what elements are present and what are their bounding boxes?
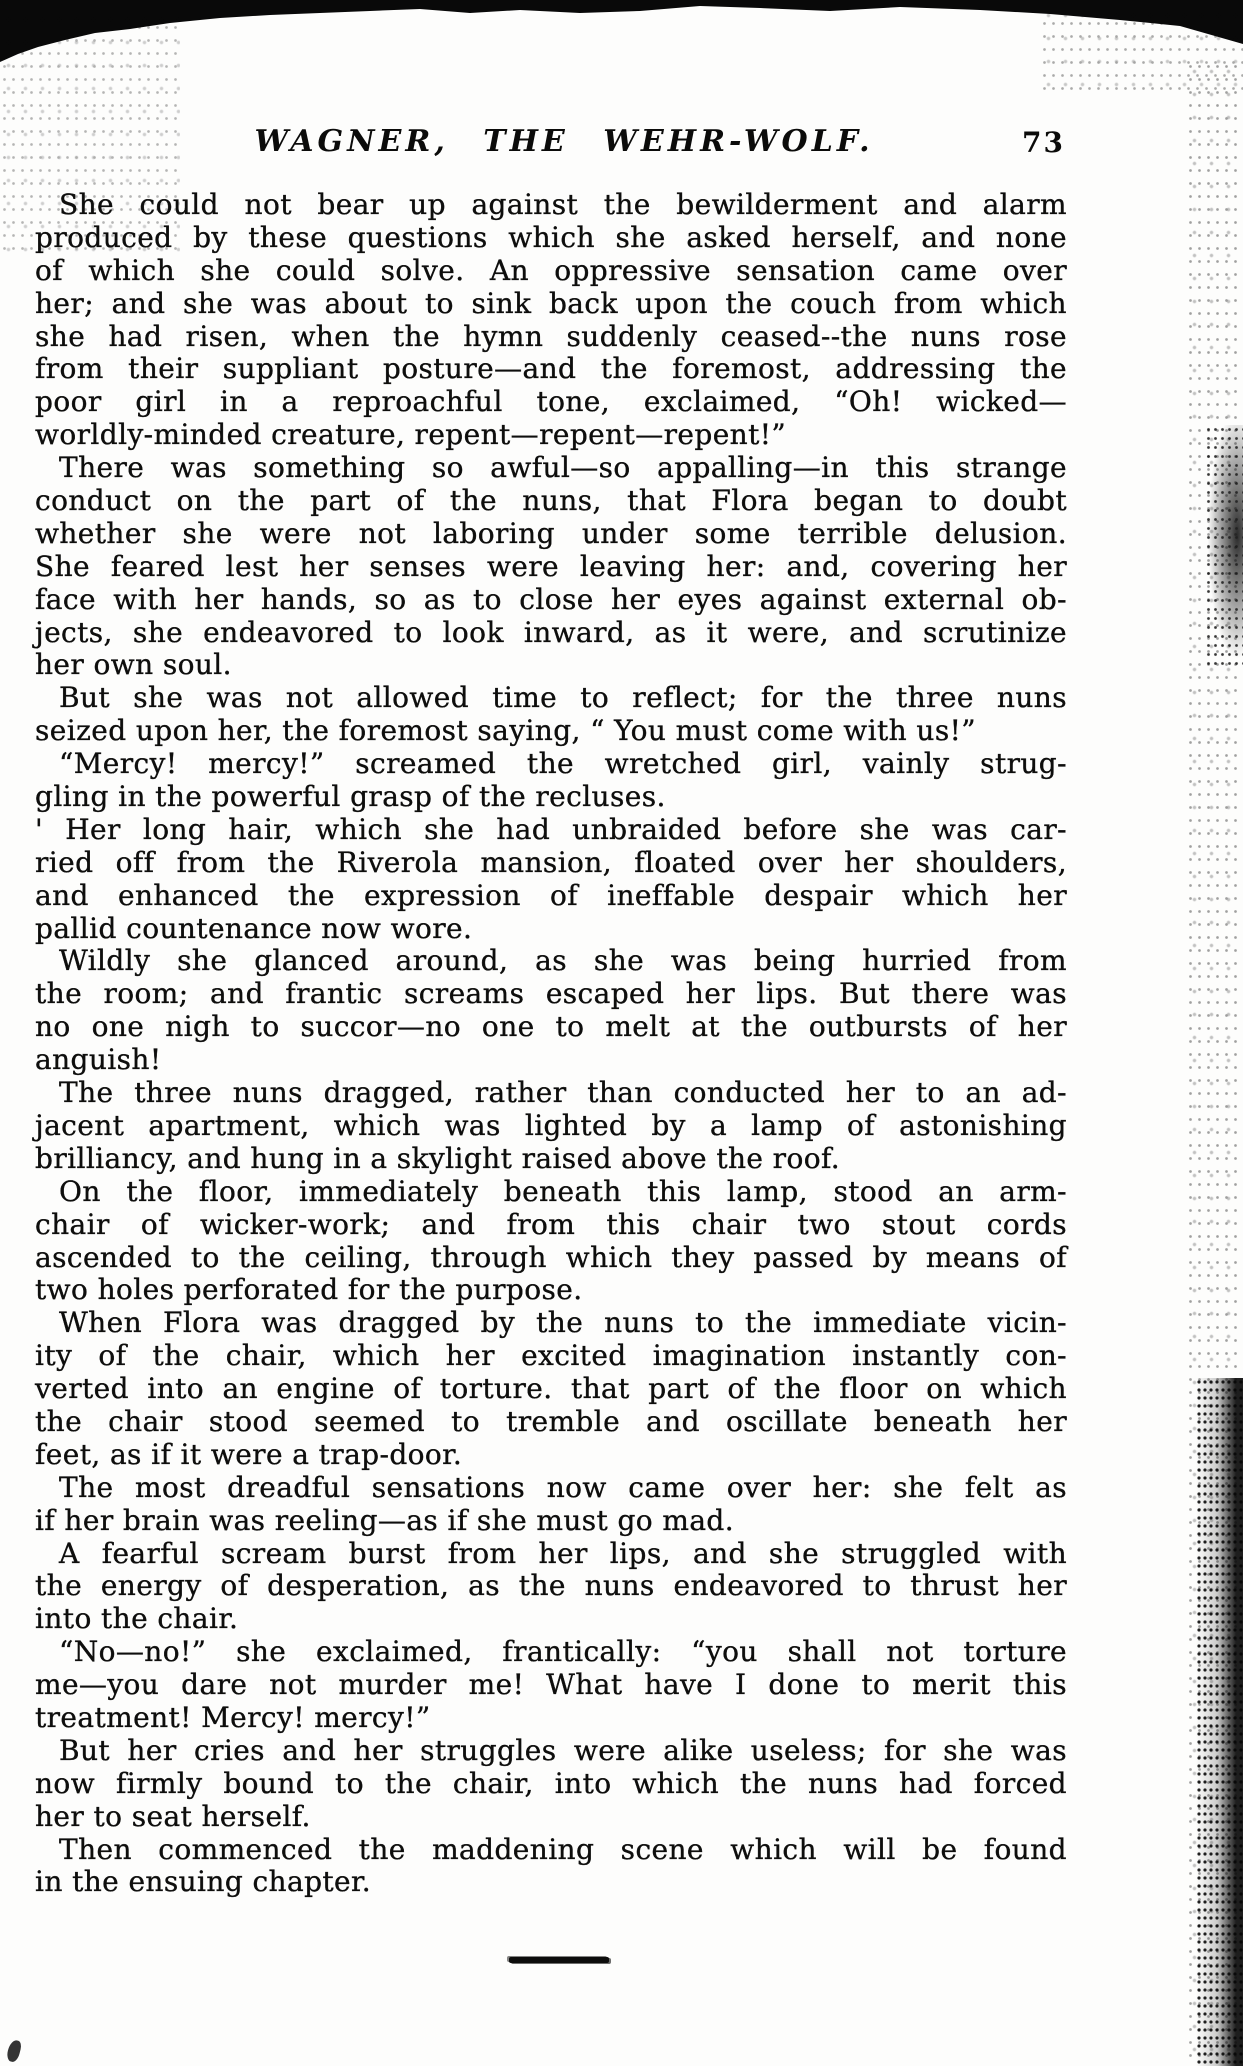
text-line: ried off from the Riverola mansion, floated over her shoulders,	[35, 845, 1067, 879]
text-line: pallid countenance now wore.	[35, 911, 473, 945]
text-line: whether she were not laboring under some terrible delusion.	[35, 516, 1067, 550]
text-line: no one nigh to succor—no one to melt at the outbursts of her	[35, 1010, 1067, 1044]
text-line: the energy of desperation, as the nuns endeavored to thrust her	[35, 1569, 1067, 1603]
section-divider-rule	[509, 1957, 609, 1963]
text-line: Wildly she glanced around, as she was being hurried from	[59, 944, 1067, 978]
text-line: ' Her long hair, which she had unbraided before she was car-	[35, 812, 1067, 846]
text-line: the chair stood seemed to tremble and oscillate beneath her	[35, 1404, 1067, 1438]
scan-artifact-bottom-left-mark	[6, 2039, 23, 2063]
text-line: if her brain was reeling—as if she must go mad.	[35, 1503, 735, 1537]
text-line: “No—no!” she exclaimed, frantically: “you shall not torture	[59, 1635, 1067, 1669]
text-line: On the floor, immediately beneath this lamp, stood an arm-	[59, 1174, 1067, 1208]
text-line: into the chair.	[35, 1602, 239, 1636]
text-line: The most dreadful sensations now came over her: she felt as	[59, 1470, 1067, 1504]
text-line: brilliancy, and hung in a skylight raised above the roof.	[35, 1141, 841, 1175]
text-line: She feared lest her senses were leaving her: and, covering her	[35, 549, 1067, 583]
text-line: her own soul.	[35, 648, 232, 682]
text-line: She could not bear up against the bewilderment and alarm	[59, 188, 1067, 221]
text-line: verted into an engine of torture. that part of the floor on which	[35, 1372, 1067, 1406]
text-line: from their suppliant posture—and the foremost, addressing the	[35, 352, 1067, 386]
text-line: But her cries and her struggles were alike useless; for she was	[59, 1733, 1067, 1767]
scan-artifact-right-dense-band	[1196, 1378, 1243, 2066]
page-text	[35, 189, 1067, 1899]
text-line: conduct on the part of the nuns, that Flora began to doubt	[35, 484, 1067, 518]
text-line: in the ensuing chapter.	[35, 1865, 372, 1899]
text-line: and enhanced the expression of ineffable despair which her	[35, 878, 1067, 912]
text-line: her; and she was about to sink back upon the couch from which	[35, 286, 1067, 320]
text-line: jects, she endeavored to look inward, as it were, and scrutinize	[35, 615, 1067, 649]
text-line: But she was not allowed time to reflect; for the three nuns	[59, 681, 1067, 715]
text-line: her to seat herself.	[35, 1799, 311, 1833]
text-line: treatment! Mercy! mercy!”	[35, 1700, 431, 1734]
text-line: two holes perforated for the purpose.	[35, 1273, 583, 1307]
text-line: she had risen, when the hymn suddenly ceased--the nuns rose	[35, 319, 1067, 353]
text-line: ascended to the ceiling, through which they passed by means of	[35, 1240, 1067, 1274]
text-line: worldly-minded creature, repent—repent—repent!”	[35, 418, 787, 452]
text-line: feet, as if it were a trap-door.	[35, 1437, 463, 1471]
text-line: ity of the chair, which her excited imagination instantly con-	[35, 1339, 1067, 1373]
text-line: A fearful scream burst from her lips, and she struggled with	[59, 1536, 1067, 1570]
text-line: face with her hands, so as to close her eyes against external ob-	[35, 582, 1067, 616]
text-line: When Flora was dragged by the nuns to the immediate vicin-	[59, 1306, 1067, 1340]
scan-artifact-right-blob	[1205, 425, 1243, 670]
text-line: The three nuns dragged, rather than conducted her to an ad-	[59, 1076, 1067, 1110]
text-line: “Mercy! mercy!” screamed the wretched girl, vainly strug-	[59, 747, 1067, 781]
text-line: me—you dare not murder me! What have I done to merit this	[35, 1668, 1067, 1702]
text-line: Then commenced the maddening scene which will be found	[59, 1832, 1067, 1866]
page-number: 73	[1022, 126, 1065, 159]
running-header-title: WAGNER, THE WEHR-WOLF.	[254, 124, 874, 159]
text-line: chair of wicker-work; and from this chair two stout cords	[35, 1207, 1067, 1241]
text-line: poor girl in a reproachful tone, exclaimed, “Oh! wicked—	[35, 385, 1067, 419]
text-line: anguish!	[35, 1043, 162, 1077]
text-line: of which she could solve. An oppressive sensation came over	[35, 253, 1067, 287]
text-line: produced by these questions which she asked herself, and none	[35, 220, 1067, 254]
text-line: seized upon her, the foremost saying, “ You must come with us!”	[35, 714, 976, 748]
text-line: gling in the powerful grasp of the recluses.	[35, 780, 666, 814]
text-line: jacent apartment, which was lighted by a lamp of astonishing	[35, 1108, 1067, 1142]
text-line: There was something so awful—so appalling—in this strange	[59, 451, 1067, 485]
text-line: the room; and frantic screams escaped her lips. But there was	[35, 977, 1067, 1011]
text-line: now firmly bound to the chair, into which the nuns had forced	[35, 1766, 1067, 1800]
